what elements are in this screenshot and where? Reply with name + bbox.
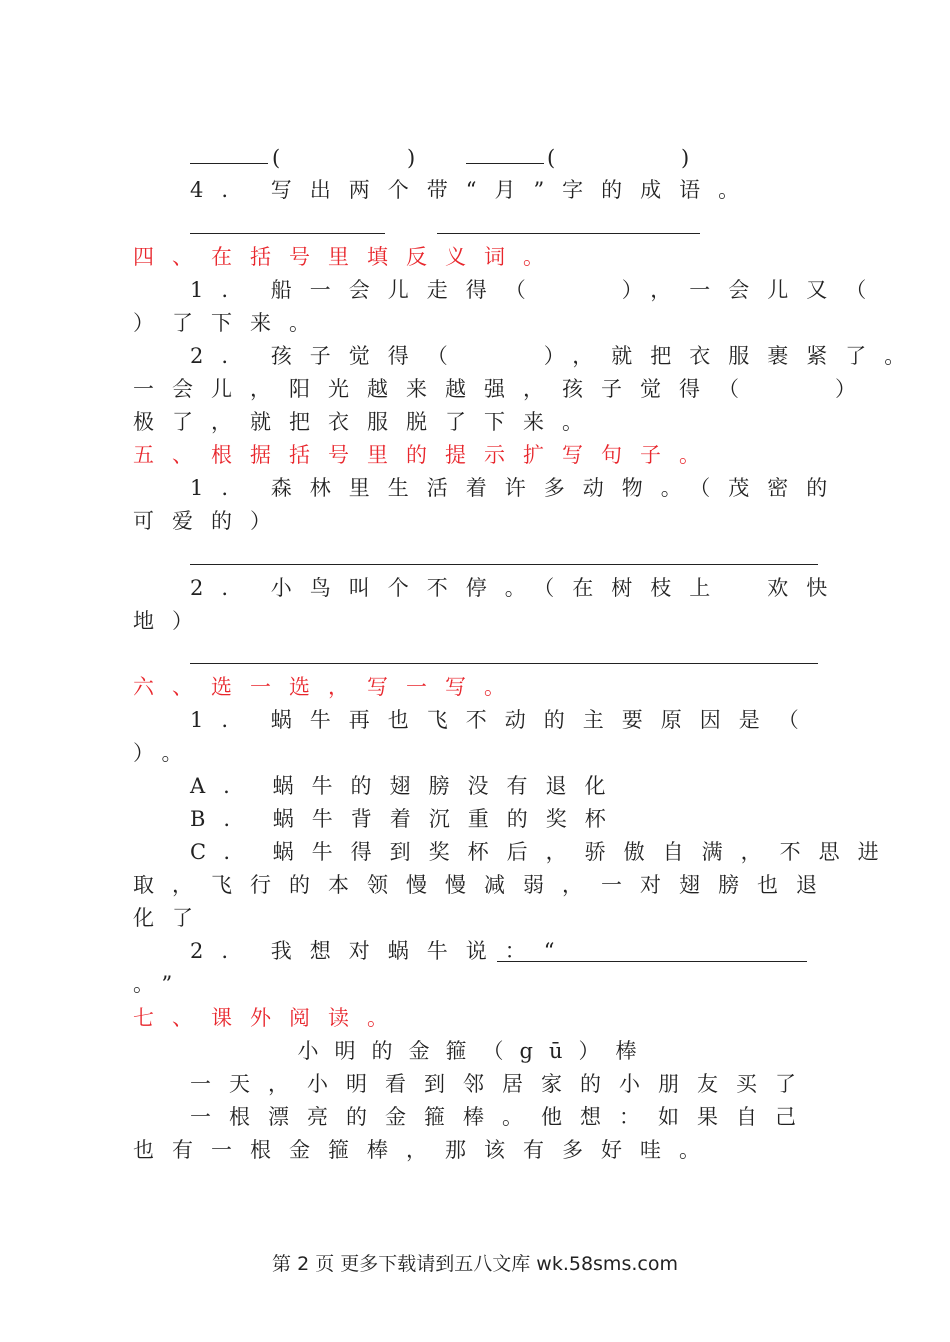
- option-a: A. 蜗牛的翅膀没有退化: [190, 774, 624, 798]
- text-line: 极了，就把衣服脱了下来。: [133, 410, 601, 434]
- text-line: 2. 我想对蜗牛说：“: [190, 939, 573, 963]
- section-heading: 五、根据括号里的提示扩写句子。: [133, 443, 718, 467]
- text-line: 也有一根金箍棒，那该有多好哇。: [133, 1138, 718, 1162]
- text-line: 一会儿，阳光越来越强，孩子觉得（ ）: [133, 377, 874, 401]
- option-b: B. 蜗牛背着沉重的奖杯: [190, 807, 624, 831]
- answer-blank: [190, 233, 385, 234]
- answer-blank: [190, 663, 818, 664]
- section-heading: 七、课外阅读。: [133, 1006, 406, 1030]
- question-4: 4. 写出两个带“月”字的成语。: [190, 178, 758, 202]
- option-c: C. 蜗牛得到奖杯后，骄傲自满，不思进: [190, 840, 897, 864]
- text-line: 1. 蜗牛再也飞不动的主要原因是（: [190, 708, 817, 732]
- text-line: 可爱的）: [133, 509, 289, 533]
- text-line: 一天，小明看到邻居家的小朋友买了: [190, 1072, 814, 1096]
- paren-open: (: [272, 146, 281, 170]
- text-line: 取，飞行的本领慢慢减弱，一对翅膀也退: [133, 873, 835, 897]
- page-footer: 第 2 页 更多下载请到五八文库 wk.58sms.com: [272, 1253, 678, 1275]
- text-line: 2. 小鸟叫个不停。（在树枝上 欢快: [190, 576, 846, 600]
- answer-blank: [190, 564, 818, 565]
- text-line: 地）: [133, 609, 211, 633]
- paren-close: ): [407, 146, 416, 170]
- text-line: 一根漂亮的金箍棒。他想：如果自己: [190, 1105, 814, 1129]
- answer-blank: [466, 163, 544, 164]
- text-line: 化了: [133, 906, 211, 930]
- answer-blank: [497, 961, 807, 962]
- section-heading: 四、在括号里填反义词。: [133, 245, 562, 269]
- paren-close: ): [681, 146, 690, 170]
- text-line: 2. 孩子觉得（ ），就把衣服裹紧了。: [190, 344, 924, 368]
- answer-blank: [437, 233, 700, 234]
- answer-blank: [190, 163, 268, 164]
- text-line: 1. 森林里生活着许多动物。（茂密的: [190, 476, 846, 500]
- text-line: ）了下来。: [133, 311, 328, 335]
- paren-open: (: [547, 146, 556, 170]
- text-line: ）。: [133, 741, 201, 765]
- text-line: 1. 船一会儿走得（ ），一会儿又（: [190, 278, 885, 302]
- section-heading: 六、选一选，写一写。: [133, 675, 523, 699]
- text-line: 。”: [133, 972, 191, 996]
- passage-title: 小明的金箍（gū）棒: [297, 1039, 653, 1063]
